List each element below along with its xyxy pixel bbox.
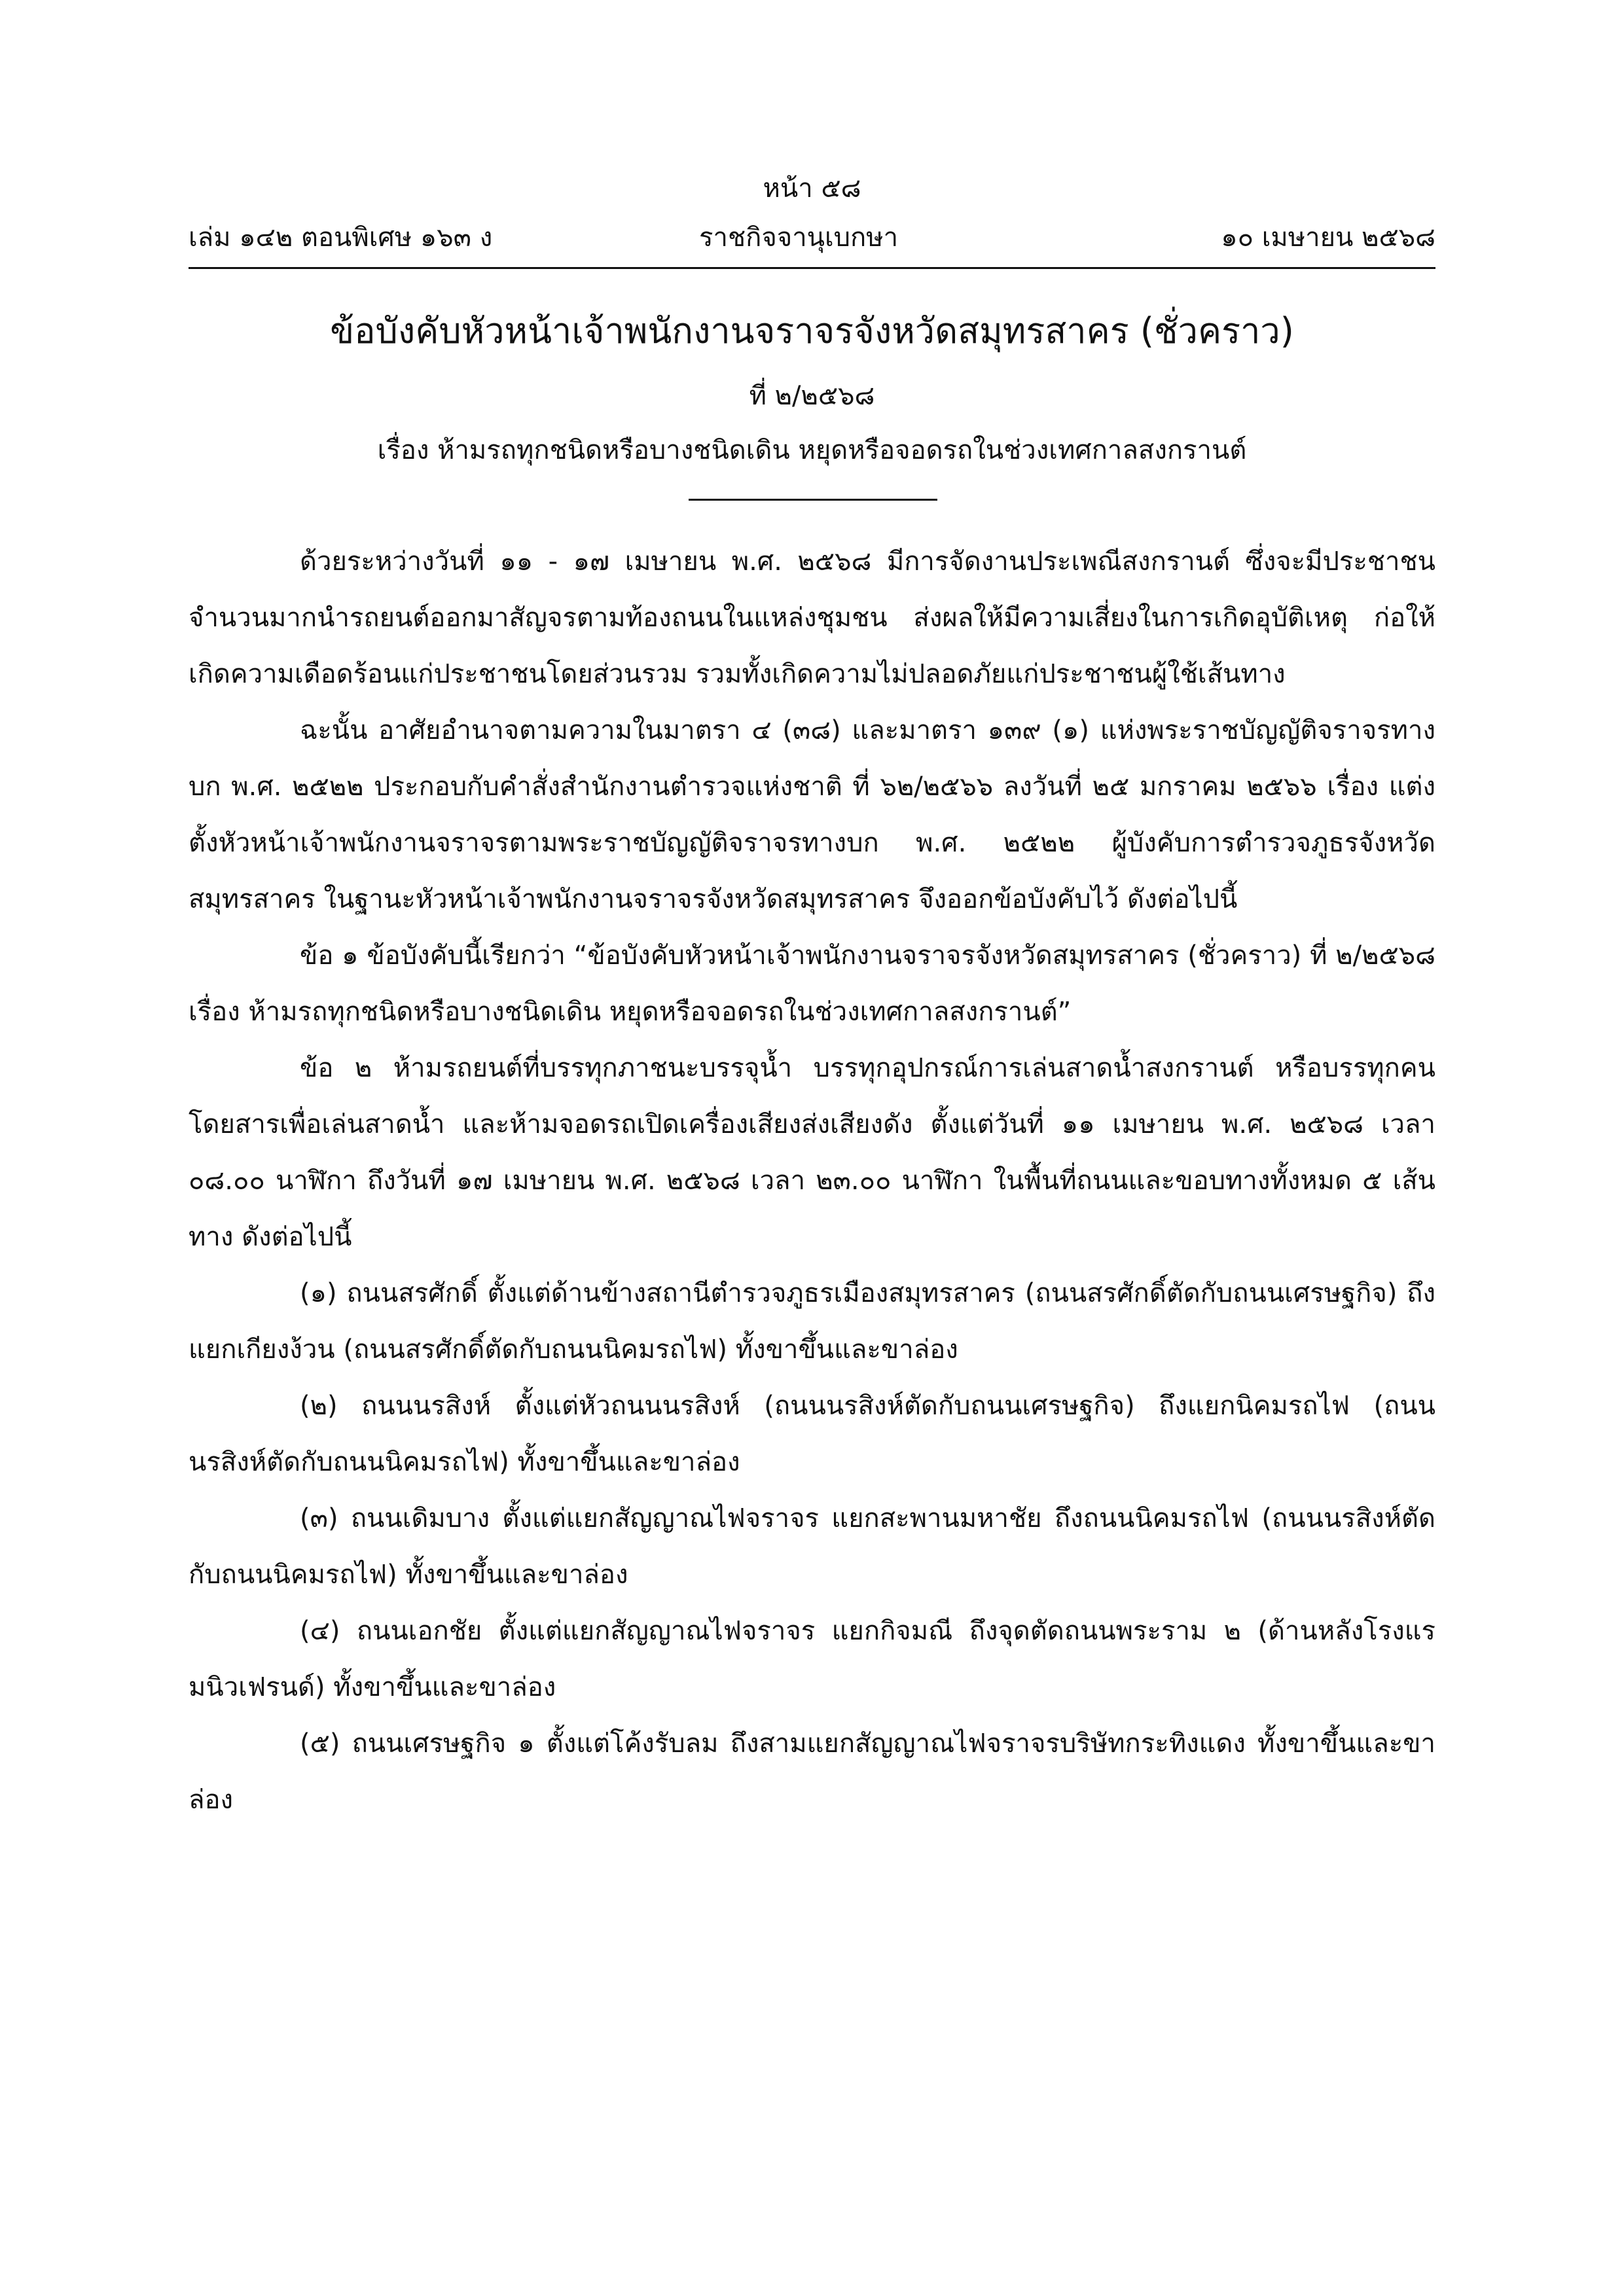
document-title: ข้อบังคับหัวหน้าเจ้าพนักงานจราจรจังหวัดสมุทรสาคร (ชั่วคราว) <box>330 310 1294 351</box>
paragraph-background: ด้วยระหว่างวันที่ ๑๑ - ๑๗ เมษายน พ.ศ. ๒๕๖๘ มีการจัดงานประเพณีสงกรานต์ ซึ่งจะมีประชาชนจำนวนมากนำรถยนต์ออกมาสัญจรตามท้องถนนในแหล่งชุมชน ส่งผลให้มีความเสี่ยงในการเกิดอุบัติเหตุ ก่อให้เกิดความเดือดร้อนแก่ประชาชนโดยส่วนรวม รวมทั้งเกิดความไม่ปลอดภัยแก่ประชาชนผู้ใช้เส้นทาง <box>189 547 1435 689</box>
route-item: (๑) ถนนสรศักดิ์ ตั้งแต่ด้านข้างสถานีตำรวจภูธรเมืองสมุทรสาคร (ถนนสรศักดิ์ตัดกับถนนเศรษฐกิจ) ถึงแยกเกียงง้วน (ถนนสรศักดิ์ตัดกับถนนนิคมรถไฟ) ทั้งขาขึ้นและขาล่อง <box>189 1278 1435 1365</box>
clause-2: ข้อ ๒ ห้ามรถยนต์ที่บรรทุกภาชนะบรรจุน้ำ บรรทุกอุปกรณ์การเล่นสาดน้ำสงกรานต์ หรือบรรทุกคนโดยสารเพื่อเล่นสาดน้ำ และห้ามจอดรถเปิดเครื่องเสียงส่งเสียงดัง ตั้งแต่วันที่ ๑๑ เมษายน พ.ศ. ๒๕๖๘ เวลา ๐๘.๐๐ นาฬิกา ถึงวันที่ ๑๗ เมษายน พ.ศ. ๒๕๖๘ เวลา ๒๓.๐๐ นาฬิกา ในพื้นที่ถนนและขอบทางทั้งหมด ๕ เส้นทาง ดังต่อไปนี้ <box>189 1053 1435 1252</box>
page-number: หน้า ๕๘ <box>763 173 861 204</box>
route-item: (๕) ถนนเศรษฐกิจ ๑ ตั้งแต่โค้งรับลม ถึงสามแยกสัญญาณไฟจราจรบริษัทกระทิงแดง ทั้งขาขึ้นและขาล่อง <box>189 1729 1435 1815</box>
document-body <box>189 533 1435 1828</box>
route-item: (๓) ถนนเดิมบาง ตั้งแต่แยกสัญญาณไฟจราจร แยกสะพานมหาชัย ถึงถนนนิคมรถไฟ (ถนนนรสิงห์ตัดกับถนนนิคมรถไฟ) ทั้งขาขึ้นและขาล่อง <box>189 1503 1435 1590</box>
clause-1: ข้อ ๑ ข้อบังคับนี้เรียกว่า “ข้อบังคับหัวหน้าเจ้าพนักงานจราจรจังหวัดสมุทรสาคร (ชั่วคราว) ที่ ๒/๒๕๖๘ เรื่อง ห้ามรถทุกชนิดหรือบางชนิดเดิน หยุดหรือจอดรถในช่วงเทศกาลสงกรานต์” <box>189 941 1435 1027</box>
route-item: (๒) ถนนนรสิงห์ ตั้งแต่หัวถนนนรสิงห์ (ถนนนรสิงห์ตัดกับถนนเศรษฐกิจ) ถึงแยกนิคมรถไฟ (ถนนนรสิงห์ตัดกับถนนนิคมรถไฟ) ทั้งขาขึ้นและขาล่อง <box>189 1391 1435 1477</box>
regulation-number: ที่ ๒/๒๕๖๘ <box>749 381 875 411</box>
route-item: (๔) ถนนเอกชัย ตั้งแต่แยกสัญญาณไฟจราจร แยกกิจมณี ถึงจุดตัดถนนพระราม ๒ (ด้านหลังโรงแรมนิวเฟรนด์) ทั้งขาขึ้นและขาล่อง <box>189 1616 1435 1702</box>
regulation-subject: เรื่อง ห้ามรถทุกชนิดหรือบางชนิดเดิน หยุดหรือจอดรถในช่วงเทศกาลสงกรานต์ <box>377 435 1247 465</box>
publication-name: ราชกิจจานุเบกษา <box>699 223 899 253</box>
header-rule <box>189 267 1435 269</box>
publication-date: ๑๐ เมษายน ๒๕๖๘ <box>1221 223 1435 253</box>
gazette-header <box>189 216 1435 259</box>
title-divider <box>689 499 937 501</box>
paragraph-authority: ฉะนั้น อาศัยอำนาจตามความในมาตรา ๔ (๓๘) และมาตรา ๑๓๙ (๑) แห่งพระราชบัญญัติจราจรทางบก พ.ศ. ๒๕๒๒ ประกอบกับคำสั่งสำนักงานตำรวจแห่งชาติ ที่ ๖๒/๒๕๖๖ ลงวันที่ ๒๕ มกราคม ๒๕๖๖ เรื่อง แต่งตั้งหัวหน้าเจ้าพนักงานจราจรตามพระราชบัญญัติจราจรทางบก พ.ศ. ๒๕๒๒ ผู้บังคับการตำรวจภูธรจังหวัดสมุทรสาคร ในฐานะหัวหน้าเจ้าพนักงานจราจรจังหวัดสมุทรสาคร จึงออกข้อบังคับไว้ ดังต่อไปนี้ <box>189 715 1435 914</box>
volume-issue: เล่ม ๑๔๒ ตอนพิเศษ ๑๖๓ ง <box>189 223 493 253</box>
